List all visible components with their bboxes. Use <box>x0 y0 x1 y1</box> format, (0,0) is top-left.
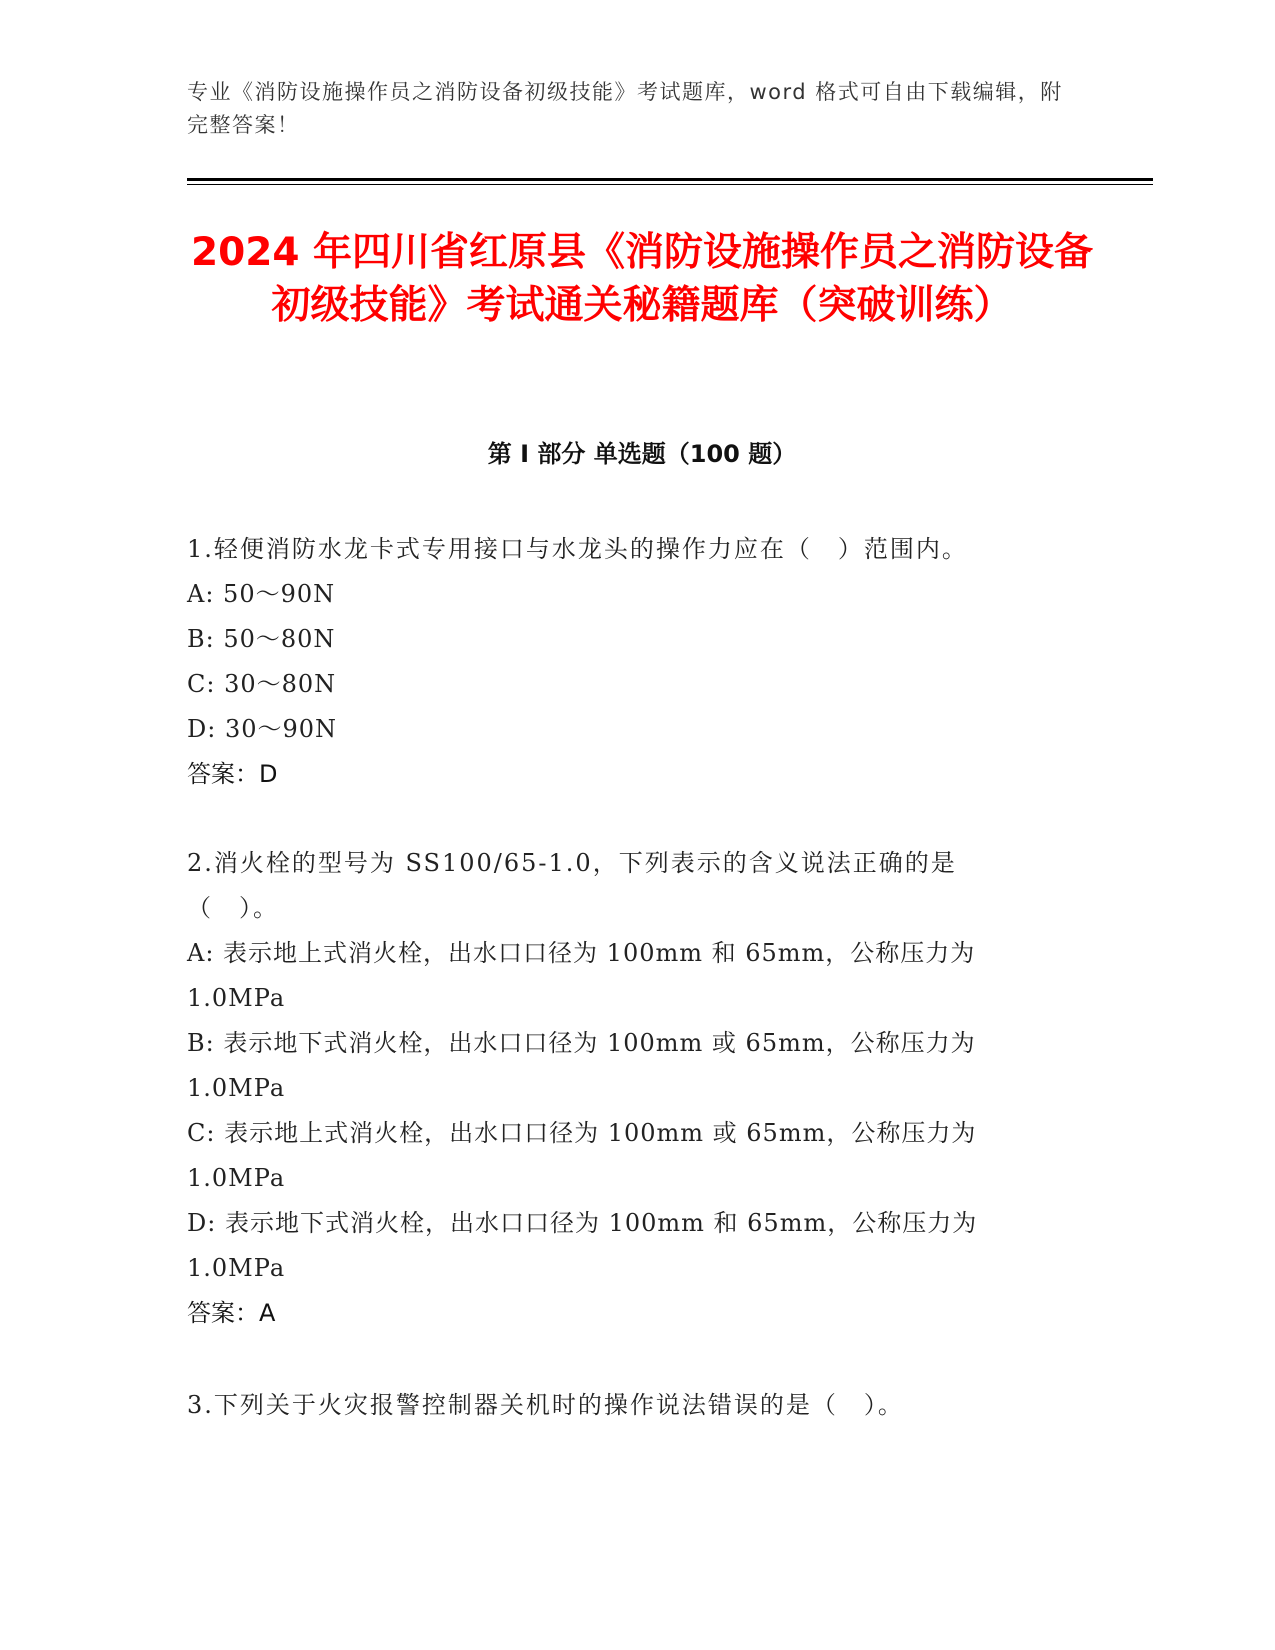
answer: 答案：A <box>187 1299 276 1327</box>
option-b: B: 50～80N <box>187 625 336 653</box>
header-divider-thin <box>187 184 1153 185</box>
option-c: C: 表示地上式消火栓，出水口口径为 100mm 或 65mm，公称压力为 1.0MPa <box>187 1119 977 1192</box>
question-3 <box>187 1383 1047 1428</box>
header-note: 专业《消防设施操作员之消防设备初级技能》考试题库，word 格式可自由下载编辑，附完整答案！ <box>187 80 1063 137</box>
option-a: A: 50～90N <box>187 580 336 608</box>
answer: 答案：D <box>187 760 278 788</box>
question-stem: 2.消火栓的型号为 SS100/65-1.0，下列表示的含义说法正确的是（ ）。 <box>187 849 957 922</box>
question-1 <box>187 527 1047 797</box>
option-d: D: 30～90N <box>187 715 338 743</box>
document-title: 2024 年四川省红原县《消防设施操作员之消防设备初级技能》考试通关秘籍题库（突破训练） <box>190 230 1094 328</box>
option-d: D: 表示地下式消火栓，出水口口径为 100mm 和 65mm，公称压力为 1.0MPa <box>187 1209 978 1282</box>
option-b: B: 表示地下式消火栓，出水口口径为 100mm 或 65mm，公称压力为 1.0MPa <box>187 1029 976 1102</box>
question-2 <box>187 841 1047 1336</box>
header-divider-thick <box>187 178 1153 181</box>
option-a: A: 表示地上式消火栓，出水口口径为 100mm 和 65mm，公称压力为 1.0MPa <box>187 939 976 1012</box>
section-title: 第 I 部分 单选题（100 题） <box>487 440 797 468</box>
option-c: C: 30～80N <box>187 670 337 698</box>
question-stem: 1.轻便消防水龙卡式专用接口与水龙头的操作力应在（ ）范围内。 <box>187 535 968 563</box>
question-stem: 3.下列关于火灾报警控制器关机时的操作说法错误的是（ ）。 <box>187 1391 904 1419</box>
